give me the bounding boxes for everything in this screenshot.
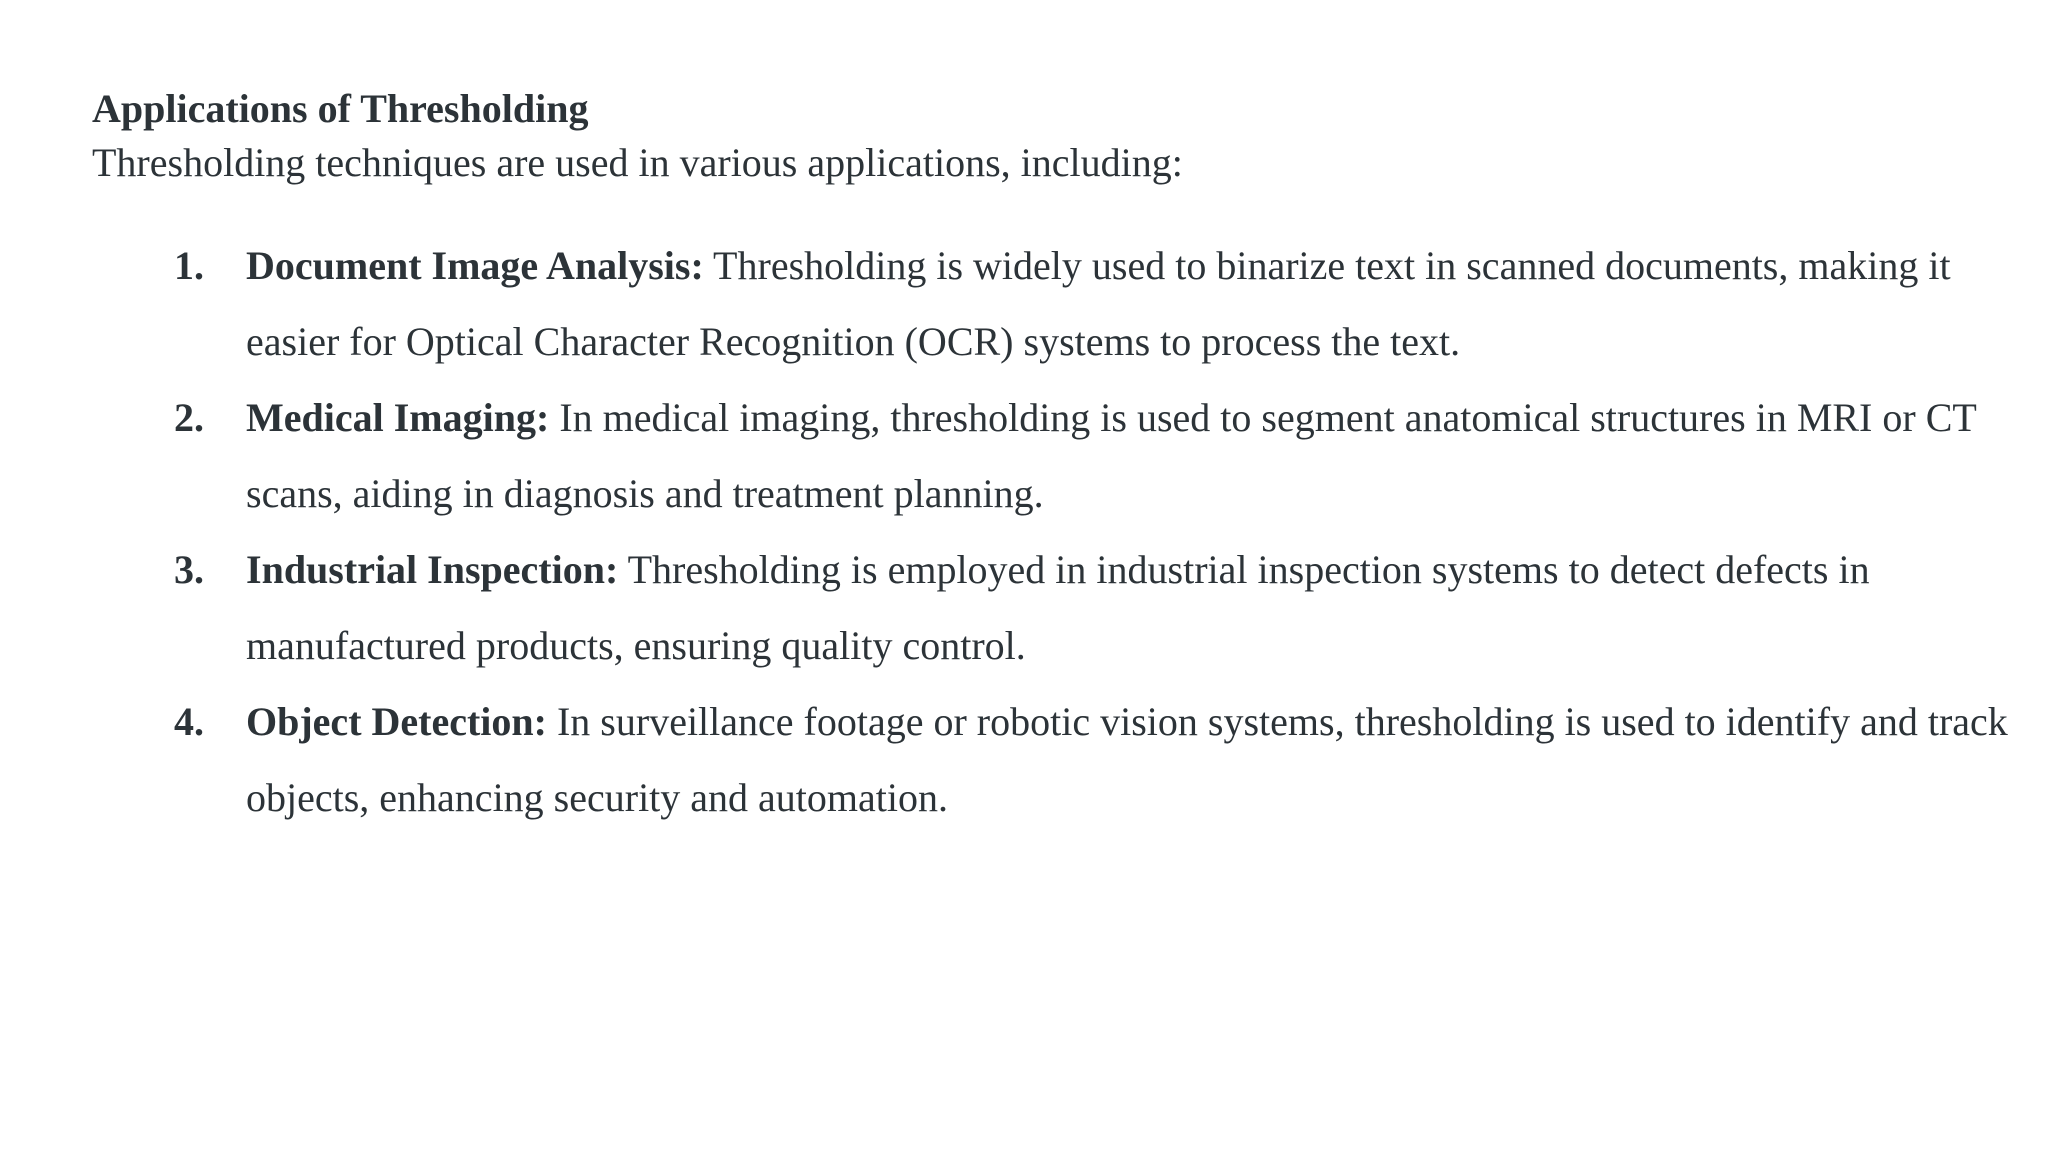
list-item-text: Thresholding is widely used to binarize text in scanned documents, making it easier for Optical Character Recognition (OCR) systems to process the text. xyxy=(246,243,1951,364)
list-item-number: 3. xyxy=(174,547,204,592)
applications-list xyxy=(0,228,2048,836)
list-item-number: 4. xyxy=(174,699,204,744)
intro-paragraph: Thresholding techniques are used in various applications, including: xyxy=(92,140,1183,185)
list-item xyxy=(0,684,2048,836)
list-item-term: Industrial Inspection: xyxy=(246,547,619,592)
list-item-number: 1. xyxy=(174,243,204,288)
list-item-text: In medical imaging, thresholding is used to segment anatomical structures in MRI or CT scans, aiding in diagnosis and treatment planning. xyxy=(246,395,1977,516)
list-item-term: Document Image Analysis: xyxy=(246,243,704,288)
list-item-term: Medical Imaging: xyxy=(246,395,550,440)
list-item-term: Object Detection: xyxy=(246,699,547,744)
list-item-number: 2. xyxy=(174,395,204,440)
list-item xyxy=(0,228,2048,380)
section-heading: Applications of Thresholding xyxy=(92,86,589,131)
list-item xyxy=(0,380,2048,532)
list-item xyxy=(0,532,2048,684)
list-item-text: Thresholding is employed in industrial inspection systems to detect defects in manufactured products, ensuring quality control. xyxy=(246,547,1870,668)
list-item-text: In surveillance footage or robotic vision systems, thresholding is used to identify and track objects, enhancing security and automation. xyxy=(246,699,2008,820)
